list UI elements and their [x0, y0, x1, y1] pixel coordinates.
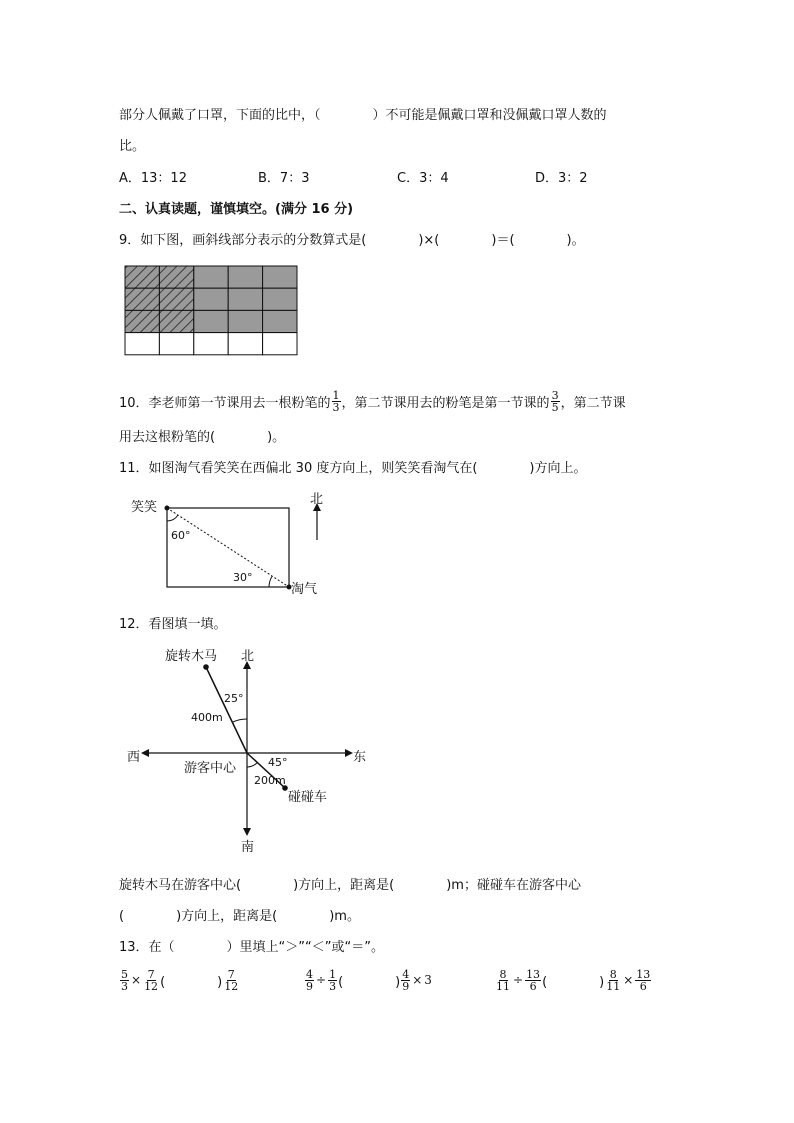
grid-cell-hatched: [159, 288, 193, 310]
q12-label-south: 南: [241, 840, 255, 855]
grid-cell-shaded: [194, 310, 228, 332]
q10-part3: ，第二节课: [560, 395, 626, 411]
q13-2-operator-2: ×: [412, 973, 423, 987]
q12-angle-25: 25°: [224, 692, 244, 705]
grid-cell-shaded: [228, 288, 262, 310]
q10-fraction-2: $\frac{3}{5}$: [551, 388, 559, 414]
q11-angle-bottom: 30°: [233, 571, 253, 584]
q13-2-frac-c: $\frac{4}{9}$: [402, 967, 410, 993]
q13-3-operator: ÷: [513, 973, 524, 987]
q11-text: 11．如图淘气看笑笑在西偏北 30 度方向上，则笑笑看淘气在( )方向上。: [119, 461, 587, 476]
q12-label-bumper-car: 碰碰车: [288, 790, 328, 805]
q13-3-operator-2: ×: [623, 973, 634, 987]
q12-point-merry-go-round: [203, 664, 209, 670]
grid-cell-shaded: [194, 266, 228, 288]
q10-line1: [119, 386, 626, 416]
q11-diagonal-line: [167, 508, 289, 587]
q13-1-frac-a: $\frac{5}{3}$: [121, 967, 128, 993]
q13-2-operator: ÷: [316, 973, 327, 987]
q13-1-operator: ×: [131, 973, 142, 987]
grid-cell-shaded: [228, 266, 262, 288]
q12-distance-bumper: 200m: [254, 774, 286, 787]
q13-2-frac-a: $\frac{4}{9}$: [306, 967, 313, 993]
q13-text: 13．在（ ）里填上“＞”“＜”或“＝”。: [119, 940, 384, 955]
q13-item-3: [494, 962, 652, 998]
q11-label-taoqi: 淘气: [291, 582, 318, 597]
section-title: 二、认真读题，谨慎填空。(满分 16 分): [119, 202, 354, 217]
q13-item-2: [304, 962, 433, 998]
grid-cell-shaded: [228, 310, 262, 332]
q9-grid-figure: [120, 263, 302, 359]
q12-label-east: 东: [353, 750, 367, 765]
q13-item-1: [119, 962, 240, 998]
q13-1-blank[interactable]: ( ): [160, 974, 223, 990]
q12-label-merry-go-round: 旋转木马: [165, 649, 218, 664]
q13-2-number-d: 3: [424, 973, 432, 987]
q8-option-a: A．13：12: [119, 171, 187, 186]
q12-line-merry-go-round: [206, 667, 247, 753]
q11-point-xiaoxiao: [165, 506, 170, 511]
q12-arc-25: [233, 719, 248, 722]
q10-line2: 用去这根粉笔的( )。: [119, 430, 286, 445]
q8-text-line2: 比。: [119, 139, 146, 154]
q10-part1: 10．李老师第一节课用去一根粉笔的: [119, 395, 331, 411]
q12-compass-figure: [120, 645, 380, 860]
grid-cell-shaded: [194, 288, 228, 310]
q10-part2: ，第二节课用去的粉笔是第一节课的: [341, 395, 550, 411]
grid-cell-blank: [159, 333, 193, 355]
grid-cell-blank: [263, 333, 297, 355]
q12-label-west: 西: [127, 750, 141, 765]
q11-label-xiaoxiao: 笑笑: [131, 500, 158, 515]
q13-3-frac-c: $\frac{8}{11}$: [606, 967, 621, 993]
q8-option-c: C．3：4: [397, 171, 449, 186]
q13-3-blank[interactable]: ( ): [542, 974, 605, 990]
q8-option-b: B．7：3: [258, 171, 310, 186]
grid-cell-hatched: [159, 310, 193, 332]
q12-arrow-east: [345, 749, 353, 757]
q8-option-d: D．3：2: [535, 171, 588, 186]
q12-arrow-south: [243, 828, 251, 836]
q10-fraction-1: $\frac{1}{3}$: [332, 388, 340, 414]
grid-cell-hatched: [125, 310, 159, 332]
q12-arc-45: [247, 763, 257, 768]
grid-cell-blank: [125, 333, 159, 355]
q11-arc-top: [167, 515, 178, 521]
q12-label-north: 北: [241, 649, 255, 664]
q13-3-frac-d: $\frac{13}{6}$: [636, 967, 651, 993]
q12-title: 12．看图填一填。: [119, 617, 227, 632]
q13-1-frac-b: $\frac{7}{12}$: [144, 967, 159, 993]
q12-arrow-west: [141, 749, 149, 757]
q9-text: 9．如下图，画斜线部分表示的分数算式是( )×( )＝( )。: [119, 233, 585, 248]
q12-answer-line2: ( )方向上，距离是( )m。: [119, 909, 360, 924]
grid-cell-shaded: [263, 288, 297, 310]
q11-angle-top: 60°: [171, 529, 191, 542]
grid-cell-hatched: [125, 288, 159, 310]
q13-1-frac-c: $\frac{7}{12}$: [224, 967, 239, 993]
q12-label-visitor-center: 游客中心: [184, 761, 237, 776]
grid-cell-hatched: [159, 266, 193, 288]
q11-figure: [125, 488, 335, 600]
grid-cell-blank: [228, 333, 262, 355]
q13-2-frac-b: $\frac{1}{3}$: [329, 967, 337, 993]
q11-north-label: 北: [310, 492, 324, 507]
q8-text-line1: 部分人佩戴了口罩，下面的比中，（ ）不可能是佩戴口罩和没佩戴口罩人数的: [119, 108, 607, 123]
q13-3-frac-b: $\frac{13}{6}$: [526, 967, 541, 993]
grid-cell-shaded: [263, 266, 297, 288]
q12-answer-line1: 旋转木马在游客中心( )方向上，距离是( )m；碰碰车在游客中心: [119, 878, 581, 893]
q11-arc-bottom: [269, 576, 272, 587]
q12-distance-merry: 400m: [191, 711, 223, 724]
q13-3-frac-a: $\frac{8}{11}$: [496, 967, 510, 993]
grid-cell-hatched: [125, 266, 159, 288]
q13-2-blank[interactable]: ( ): [338, 974, 401, 990]
grid-cell-shaded: [263, 310, 297, 332]
q12-angle-45: 45°: [268, 756, 288, 769]
grid-cell-blank: [194, 333, 228, 355]
